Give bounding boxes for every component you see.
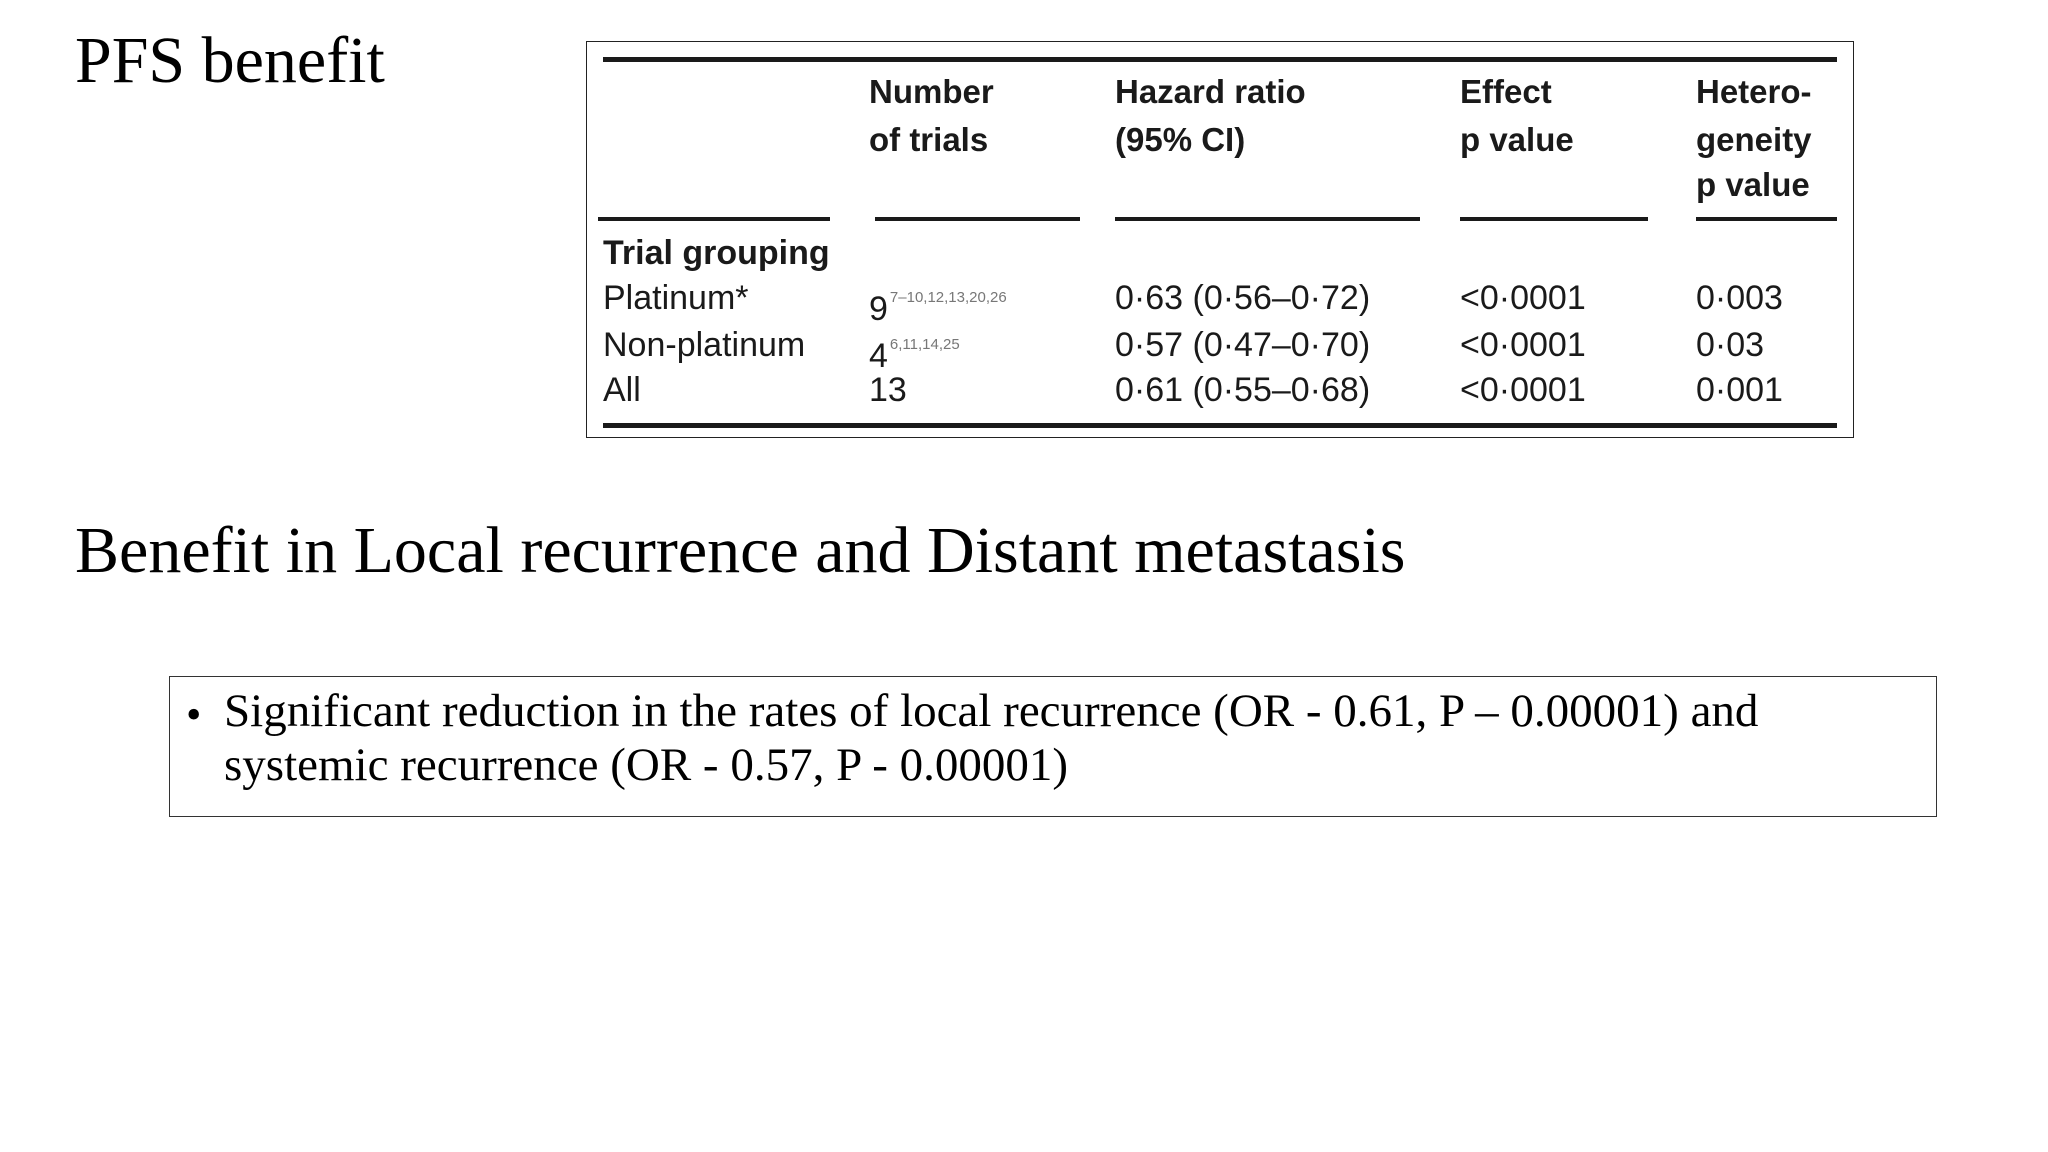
- header-hetero-line3: p value: [1696, 166, 1810, 203]
- header-rule-col5: [1696, 217, 1837, 221]
- table-bottom-rule: [603, 423, 1837, 428]
- table-top-rule: [603, 57, 1837, 62]
- header-hazard-line1: Hazard ratio: [1115, 73, 1306, 110]
- bullet-marker: •: [186, 690, 202, 739]
- row-name: Platinum*: [603, 279, 749, 317]
- row-hetero-p: 0·03: [1696, 326, 1765, 364]
- trials-count: 9: [869, 290, 888, 328]
- row-hetero-p: 0·001: [1696, 371, 1783, 409]
- trials-count: 4: [869, 337, 888, 375]
- bullet-text: [224, 684, 1924, 792]
- trial-grouping-label: Trial grouping: [603, 234, 830, 272]
- row-effect-p: <0·0001: [1460, 371, 1586, 409]
- bullet-line-2: systemic recurrence (OR - 0.57, P - 0.00001): [224, 739, 1069, 791]
- row-hazard-ratio: 0·61 (0·55–0·68): [1115, 371, 1371, 409]
- row-trials: [869, 368, 907, 412]
- row-effect-p: <0·0001: [1460, 326, 1586, 364]
- row-hazard-ratio: 0·57 (0·47–0·70): [1115, 326, 1371, 364]
- trials-refs: 6,11,14,25: [889, 336, 960, 353]
- header-rule-col3: [1115, 217, 1420, 221]
- header-rule-col2: [875, 217, 1080, 221]
- header-hetero-line2: geneity: [1696, 121, 1812, 158]
- trials-refs: 7–10,12,13,20,26: [889, 289, 1007, 306]
- row-name: All: [603, 371, 641, 409]
- header-rule-col4: [1460, 217, 1648, 221]
- header-effect-line1: Effect: [1460, 73, 1552, 110]
- header-rule-col1: [598, 217, 830, 221]
- header-trials-line2: of trials: [869, 121, 989, 158]
- header-hetero-line1: Hetero-: [1696, 73, 1812, 110]
- header-effect-line2: p value: [1460, 121, 1574, 158]
- row-hetero-p: 0·003: [1696, 279, 1783, 317]
- benefit-heading: Benefit in Local recurrence and Distant metastasis: [75, 514, 1406, 587]
- header-hazard-line2: (95% CI): [1115, 121, 1246, 158]
- bullet-line-1: Significant reduction in the rates of local recurrence (OR - 0.61, P – 0.00001) and: [224, 685, 1759, 737]
- trials-count: 13: [869, 371, 907, 409]
- row-name: Non-platinum: [603, 326, 806, 364]
- row-hazard-ratio: 0·63 (0·56–0·72): [1115, 279, 1371, 317]
- pfs-heading: PFS benefit: [75, 24, 385, 97]
- row-effect-p: <0·0001: [1460, 279, 1586, 317]
- header-trials-line1: Number: [869, 73, 994, 110]
